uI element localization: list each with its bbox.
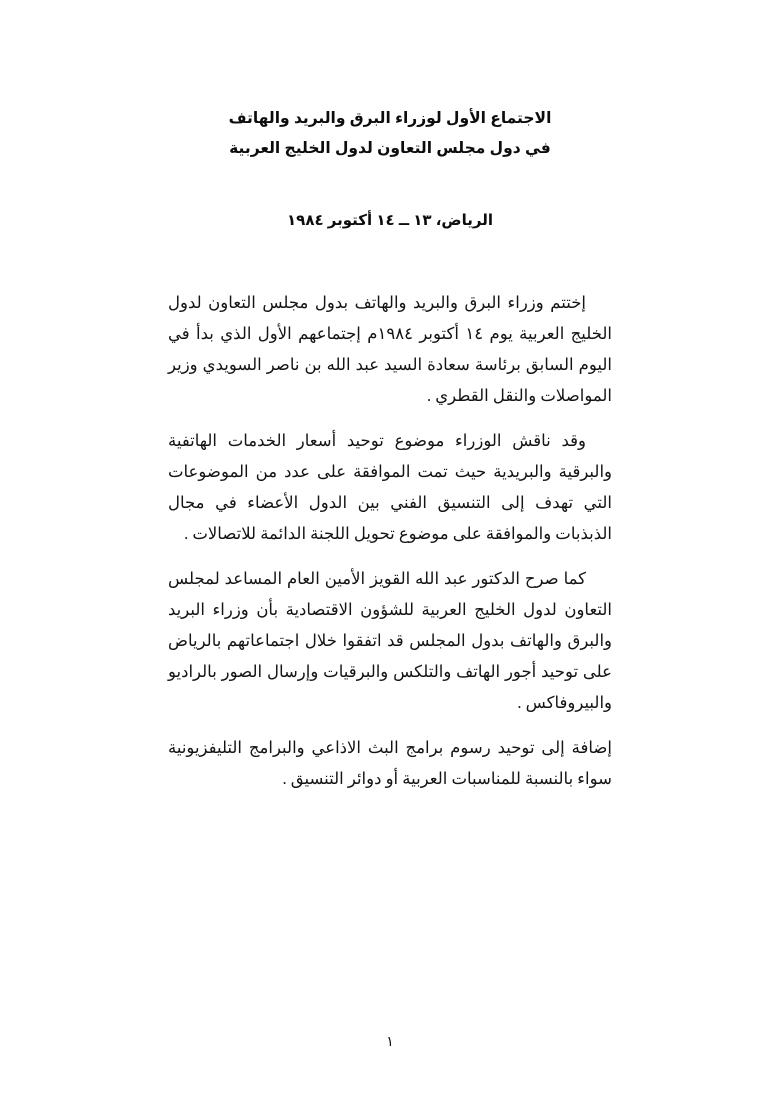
- paragraph-4-text: إضافة إلى توحيد رسوم برامج البث الاذاعي والبرامج التليفزيونية سواء بالنسبة للمناسبات العربية أو دوائر التنسيق .: [168, 738, 612, 788]
- paragraph-1: [168, 287, 612, 411]
- paragraph-2-text: وقد ناقش الوزراء موضوع توحيد أسعار الخدمات الهاتفية والبرقية والبريدية حيث تمت الموافقة على عدد من الموضوعات التي تهدف إلى التنسيق الفني بين الدول الأعضاء في مجال الذبذبات والموافقة على موضوع تحويل اللجنة الدائمة للاتصالات .: [168, 431, 612, 543]
- paragraph-1-text: إختتم وزراء البرق والبريد والهاتف بدول مجلس التعاون لدول الخليج العربية يوم ١٤ أكتوبر ١٩٨٤م إجتماعهم الأول الذي بدأ في اليوم السابق برئاسة سعادة السيد عبد الله بن ناصر السويدي وزير المواصلات والنقل القطري .: [168, 293, 613, 405]
- paragraph-4: [168, 732, 612, 794]
- paragraph-3: [168, 563, 612, 718]
- page-number: ١: [386, 1033, 394, 1049]
- title-line-2: في دول مجلس التعاون لدول الخليج العربية: [229, 140, 551, 157]
- title-line-1: الاجتماع الأول لوزراء البرق والبريد والهاتف: [228, 110, 552, 127]
- document-body: [168, 287, 612, 794]
- paragraph-3-text: كما صرح الدكتور عبد الله القويز الأمين العام المساعد لمجلس التعاون لدول الخليج العربية للشؤون الاقتصادية بأن وزراء البريد والبرق والهاتف بدول المجلس قد اتفقوا خلال اجتماعاتهم بالرياض على توحيد أجور الهاتف والتلكس والبرقيات وإرسال الصور بالراديو والبيروفاكس .: [168, 569, 612, 712]
- paragraph-2: [168, 425, 612, 549]
- document-subtitle: الرياض، ١٣ ــ ١٤ أكتوبر ١٩٨٤: [287, 212, 493, 229]
- document-title: [168, 104, 612, 164]
- page-content: [0, 104, 780, 794]
